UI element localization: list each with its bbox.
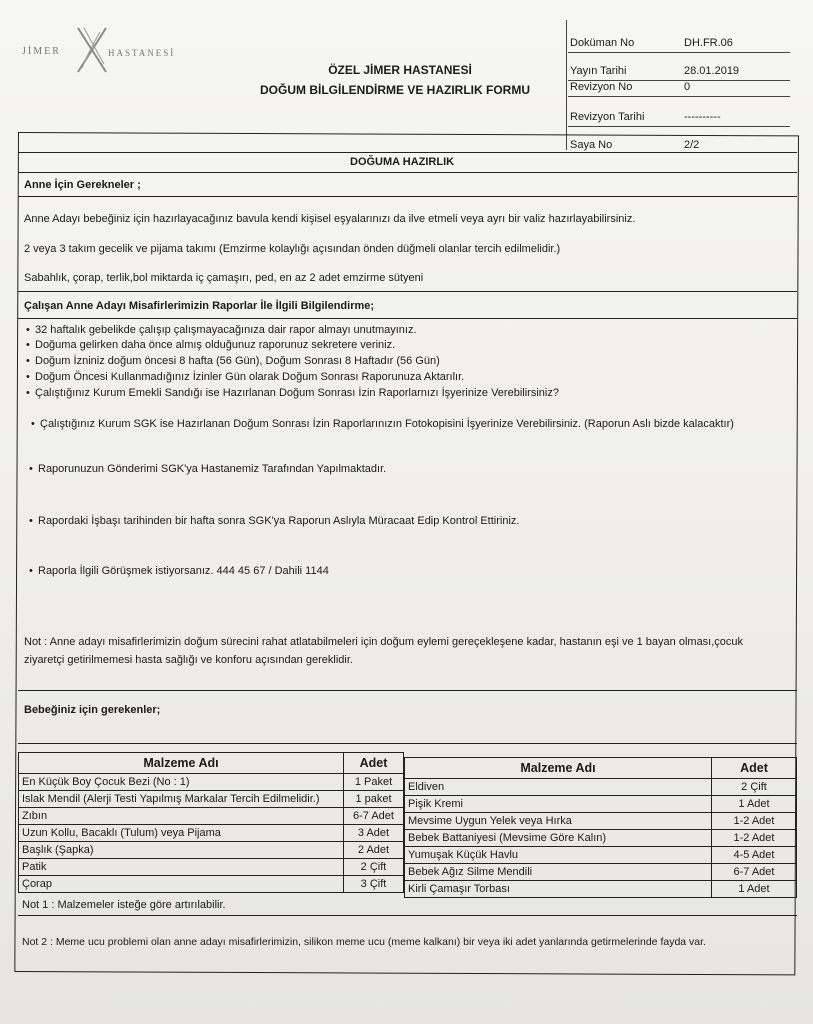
table-row bbox=[405, 864, 797, 881]
divider bbox=[18, 690, 797, 691]
meta-label: Yayın Tarihi bbox=[570, 65, 627, 77]
meta-label: Revizyon Tarihi bbox=[570, 111, 645, 123]
table-row bbox=[19, 876, 404, 893]
divider bbox=[18, 291, 797, 292]
hospital-logo bbox=[22, 24, 182, 76]
report-note-line: Not : Anne adayı misafirlerimizin doğum sürecini rahat atlatabilmeleri için doğum eylemi gereçekleşene kadar, hastanın eşi ve 1 bayan olması,çocuk bbox=[24, 636, 744, 648]
meta-label: Saya No bbox=[570, 139, 613, 151]
item-name: Başlık (Şapka) bbox=[19, 842, 344, 859]
table-row bbox=[405, 881, 797, 898]
col-header-name: Malzeme Adı bbox=[405, 758, 712, 779]
baby-items-table-right bbox=[404, 757, 797, 898]
meta-label: Revizyon No bbox=[570, 81, 633, 93]
table-row bbox=[19, 791, 404, 808]
meta-value: ---------- bbox=[684, 111, 721, 123]
report-section-title: Çalışan Anne Adayı Misafirlerimizin Raporlar İle İlgili Bilgilendirme; bbox=[24, 300, 375, 312]
table-row bbox=[19, 825, 404, 842]
meta-value: 2/2 bbox=[684, 139, 700, 151]
col-header-qty: Adet bbox=[712, 758, 797, 779]
meta-row-revision-date bbox=[568, 108, 790, 127]
item-qty: 4-5 Adet bbox=[712, 847, 797, 864]
item-qty: 1-2 Adet bbox=[712, 813, 797, 830]
item-name: Patik bbox=[19, 859, 344, 876]
report-bullet: • Çalıştığınız Kurum SGK ise Hazırlanan Doğum Sonrası İzin Raporlarınızın Fotokopisini İşyerinize Verebilirsiniz. (Raporun Aslı bizde kalacaktır) bbox=[40, 418, 734, 430]
meta-value: 28.01.2019 bbox=[684, 65, 740, 77]
col-header-name: Malzeme Adı bbox=[19, 753, 344, 774]
baby-section-title: Bebeğiniz için gerekenler; bbox=[24, 704, 161, 716]
baby-note-1: Not 1 : Malzemeler isteğe göre artırılabilir. bbox=[22, 899, 226, 911]
table-row bbox=[19, 774, 404, 791]
col-header-qty: Adet bbox=[344, 753, 404, 774]
divider bbox=[18, 152, 797, 153]
item-name: Çorap bbox=[19, 876, 344, 893]
report-bullet: • 32 haftalık gebelikde çalışıp çalışmayacağınıza dair rapor almayı unutmayınız. bbox=[35, 324, 417, 336]
item-qty: 1 paket bbox=[344, 791, 404, 808]
item-name: Zıbın bbox=[19, 808, 344, 825]
item-name: Bebek Ağız Silme Mendili bbox=[405, 864, 712, 881]
item-name: Bebek Battaniyesi (Mevsime Göre Kalın) bbox=[405, 830, 712, 847]
baby-note-2: Not 2 : Meme ucu problemi olan anne adayı misafirlerimizin, silikon meme ucu (meme kalkanı) bir veya iki adet yanlarında getirmelerinde fayda var. bbox=[22, 936, 706, 948]
baby-items-table-left bbox=[18, 752, 404, 893]
divider bbox=[18, 196, 797, 197]
table-row bbox=[405, 847, 797, 864]
table-row bbox=[405, 779, 797, 796]
item-qty: 1-2 Adet bbox=[712, 830, 797, 847]
hospital-name: ÖZEL JİMER HASTANESİ bbox=[328, 63, 472, 77]
item-name: Mevsime Uygun Yelek veya Hırka bbox=[405, 813, 712, 830]
report-note-line: ziyaretçi getirilmemesi hasta sağlığı ve konforu açısından gereklidir. bbox=[24, 654, 353, 666]
item-qty: 1 Adet bbox=[712, 881, 797, 898]
table-row bbox=[19, 859, 404, 876]
item-qty: 2 Çift bbox=[344, 859, 404, 876]
item-name: Pişik Kremi bbox=[405, 796, 712, 813]
meta-label: Doküman No bbox=[570, 37, 635, 49]
form-title: DOĞUM BİLGİLENDİRME VE HAZIRLIK FORMU bbox=[260, 83, 530, 97]
divider bbox=[18, 743, 797, 744]
report-bullet: • Raporla İlgili Görüşmek istiyorsanız. 444 45 67 / Dahili 1144 bbox=[38, 565, 329, 577]
item-qty: 2 Adet bbox=[344, 842, 404, 859]
item-name: Eldiven bbox=[405, 779, 712, 796]
logo-left-text: JİMER bbox=[22, 46, 61, 57]
item-qty: 3 Çift bbox=[344, 876, 404, 893]
item-qty: 3 Adet bbox=[344, 825, 404, 842]
report-bullet: • Doğuma gelirken daha önce almış olduğunuz raporunuz sekretere veriniz. bbox=[35, 339, 395, 351]
table-row bbox=[19, 842, 404, 859]
item-name: Kirli Çamaşır Torbası bbox=[405, 881, 712, 898]
report-bullet: • Doğum İzniniz doğum öncesi 8 hafta (56 Gün), Doğum Sonrası 8 Haftadır (56 Gün) bbox=[35, 355, 440, 367]
report-bullet: • Doğum Öncesi Kullanmadığınız İzinler Gün olarak Doğum Sonrası Raporunuza Aktarılır. bbox=[35, 371, 464, 383]
logo-right-text: HASTANESİ bbox=[108, 48, 176, 58]
report-bullet: • Çalıştığınız Kurum Emekli Sandığı ise Hazırlanan Doğum Sonrası İzin Raporlarnızı İşyerinize Verebilirsiniz? bbox=[35, 387, 559, 399]
table-row bbox=[405, 796, 797, 813]
item-name: Uzun Kollu, Bacaklı (Tulum) veya Pijama bbox=[19, 825, 344, 842]
mother-line: Anne Adayı bebeğiniz için hazırlayacağınız bavula kendi kişisel eşyalarınızı da ilve etmeli veya ayrı bir valiz hazırlayabilirsiniz. bbox=[24, 213, 636, 225]
item-qty: 6-7 Adet bbox=[712, 864, 797, 881]
item-qty: 1 Adet bbox=[712, 796, 797, 813]
divider bbox=[18, 172, 797, 173]
report-bullet: • Rapordaki İşbaşı tarihinden bir hafta sonra SGK'ya Raporun Aslıyla Müracaat Edip Kontrol Ettiriniz. bbox=[38, 515, 519, 527]
table-row bbox=[19, 808, 404, 825]
item-qty: 1 Paket bbox=[344, 774, 404, 791]
item-name: En Küçük Boy Çocuk Bezi (No : 1) bbox=[19, 774, 344, 791]
meta-row-doc-no bbox=[568, 34, 790, 53]
item-qty: 2 Çift bbox=[712, 779, 797, 796]
report-bullet: • Raporunuzun Gönderimi SGK'ya Hastanemiz Tarafından Yapılmaktadır. bbox=[38, 463, 386, 475]
table-row bbox=[405, 830, 797, 847]
logo-monogram-icon bbox=[74, 24, 110, 76]
item-qty: 6-7 Adet bbox=[344, 808, 404, 825]
mother-section-title: Anne İçin Gerekneler ; bbox=[24, 179, 141, 191]
section-main-title: DOĞUMA HAZIRLIK bbox=[350, 156, 455, 168]
meta-value: 0 bbox=[684, 81, 691, 93]
divider bbox=[18, 318, 797, 319]
table-row bbox=[405, 813, 797, 830]
divider bbox=[18, 915, 797, 916]
mother-line: Sabahlık, çorap, terlik,bol miktarda iç çamaşırı, ped, en az 2 adet emzirme sütyeni bbox=[24, 272, 424, 284]
meta-value: DH.FR.06 bbox=[684, 37, 733, 49]
mother-line: 2 veya 3 takım gecelik ve pijama takımı (Emzirme kolaylığı açısından önden düğmeli olanlar tercih edilmelidir.) bbox=[24, 243, 561, 255]
item-name: Yumuşak Küçük Havlu bbox=[405, 847, 712, 864]
item-name: Islak Mendil (Alerji Testi Yapılmış Markalar Tercih Edilmelidir.) bbox=[19, 791, 344, 808]
meta-row-revision-no bbox=[568, 78, 790, 97]
